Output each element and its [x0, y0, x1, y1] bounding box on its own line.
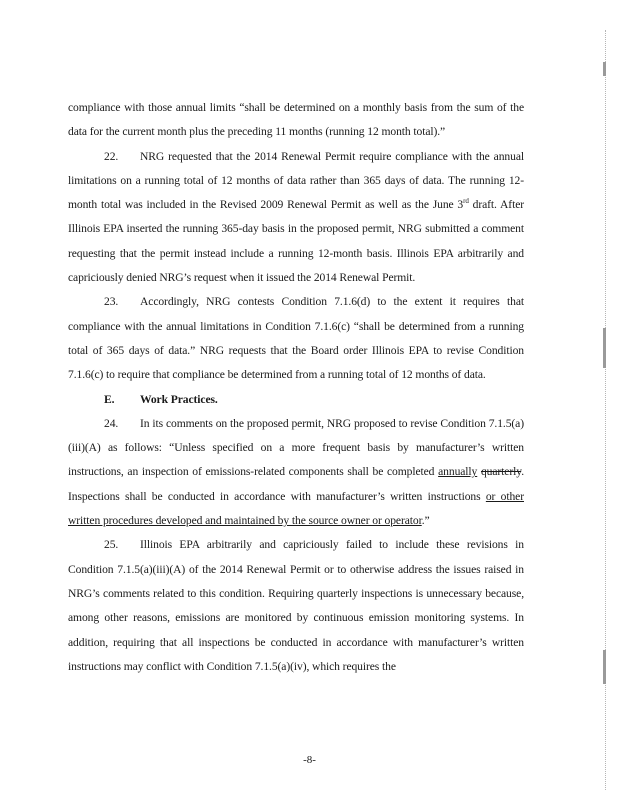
inserted-text: annually	[438, 465, 478, 479]
scan-edge-mark	[603, 62, 606, 76]
paragraph-24: 24. In its comments on the proposed permit, NRG proposed to revise Condition 7.1.5(a)(iii)(A) as follows: “Unless specified on a more frequent basis by manufacturer’s written instructions, an inspection of emissions-related components shall be completed annually quarterly. Inspections shall be conducted in accordance with manufacturer’s written instructions or other written procedures developed and maintained by the source owner or operator.”	[68, 412, 524, 533]
section-title: Work Practices.	[140, 392, 218, 406]
inserted-text: or other written procedures developed and maintained by the source owner or operator	[68, 489, 524, 528]
paragraph-number: 23.	[104, 295, 119, 309]
paragraph-23: 23. Accordingly, NRG contests Condition 7.1.6(d) to the extent it requires that compliance with the annual limitations in Condition 7.1.6(c) “shall be determined from a running total of 365 days of data.” NRG requests that the Board order Illinois EPA to revise Condition 7.1.6(c) to require that compliance be determined from a running total of 12 months of data.	[68, 290, 524, 387]
paragraph-22: 22. NRG requested that the 2014 Renewal Permit require compliance with the annual limitations on a running total of 12 months of data rather than 365 days of data. The running 12-month total was included in the Revised 2009 Renewal Permit as well as the June 3rd draft. After Illinois EPA inserted the running 365-day basis in the proposed permit, NRG submitted a comment requesting that the permit instead include a running 12-month basis. Illinois EPA arbitrarily and capriciously denied NRG’s request when it issued the 2014 Renewal Permit.	[68, 145, 524, 291]
body-text	[68, 96, 524, 679]
section-letter: E.	[104, 392, 115, 406]
deleted-text: quarterly	[480, 465, 522, 479]
section-heading	[68, 388, 524, 412]
paragraph-25: 25. Illinois EPA arbitrarily and capriciously failed to include these revisions in Condition 7.1.5(a)(iii)(A) of the 2014 Renewal Permit or to otherwise address the issues raised in NRG’s comments related to this condition. Requiring quarterly inspections is unnecessary because, among other reasons, emissions are monitored by continuous emission monitoring systems. In addition, requiring that all inspections be conducted in accordance with manufacturer’s written instructions may conflict with Condition 7.1.5(a)(iv), which requires the	[68, 533, 524, 679]
scan-edge-mark	[603, 650, 606, 684]
scan-edge-mark	[603, 328, 606, 368]
page-number: -8-	[303, 754, 316, 766]
paragraph-21-continued: compliance with those annual limits “shall be determined on a monthly basis from the sum of the data for the current month plus the preceding 11 months (running 12 month total).”	[68, 101, 524, 139]
paragraph-number: 22.	[104, 149, 119, 163]
paragraph-number: 25.	[104, 538, 119, 552]
paragraph-number: 24.	[104, 416, 119, 430]
